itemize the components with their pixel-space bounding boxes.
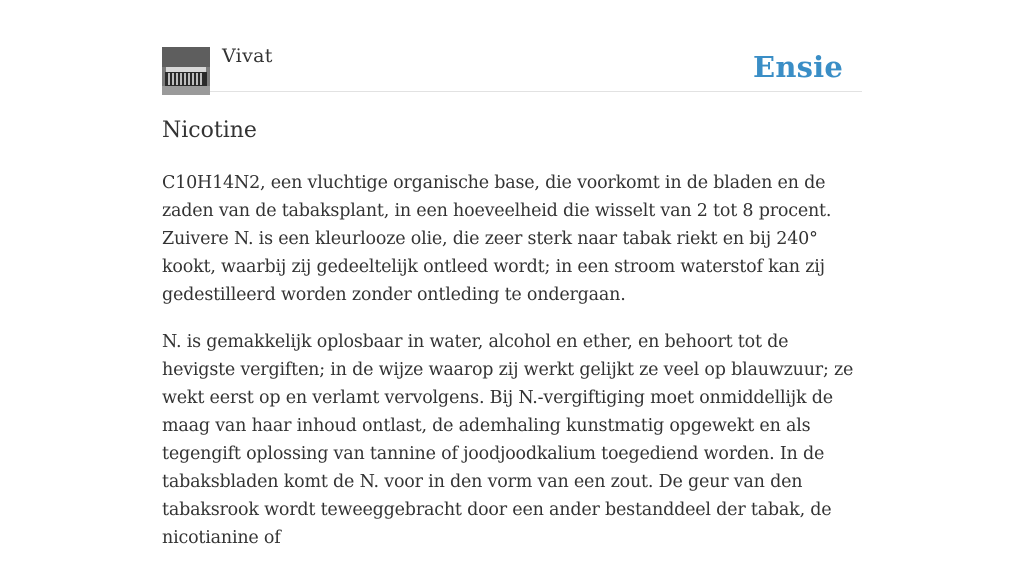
content-column [162,0,862,571]
article-title: Nicotine [162,118,257,143]
avatar[interactable] [162,47,210,95]
article-body [162,169,862,552]
paragraph: C10H14N2, een vluchtige organische base, die voorkomt in de bladen en de zaden van de tabaksplant, in een hoeveelheid die wisselt van 2 tot 8 procent. Zuivere N. is een kleurlooze olie, die zeer sterk naar tabak riekt en bij 240° kookt, waarbij zij gedeeltelijk ontleed wordt; in een stroom waterstof kan zij gedestilleerd worden zonder ontleding te ondergaan. [162,173,832,305]
paragraph: N. is gemakkelijk oplosbaar in water, alcohol en ether, en behoort tot de hevigste vergiften; in de wijze waarop zij werkt gelijkt ze veel op blauwzuur; ze wekt eerst op en verlamt vervolgens. Bij N.-vergiftiging moet onmiddellijk de maag van haar inhoud ontlast, de ademhaling kunstmatig opgewekt en als tegengift oplossing van tannine of joodjoodkalium toegediend worden. In de tabaksbladen komt de N. voor in den vorm van een zout. De geur van den tabaksrook wordt teweeggebracht door een ander bestanddeel der tabak, de nicotianine of [162,332,854,548]
author-name[interactable]: Vivat [222,45,273,67]
typewriter-image-icon [162,47,210,95]
brand-logo[interactable]: Ensie [753,50,843,84]
header [162,0,862,92]
